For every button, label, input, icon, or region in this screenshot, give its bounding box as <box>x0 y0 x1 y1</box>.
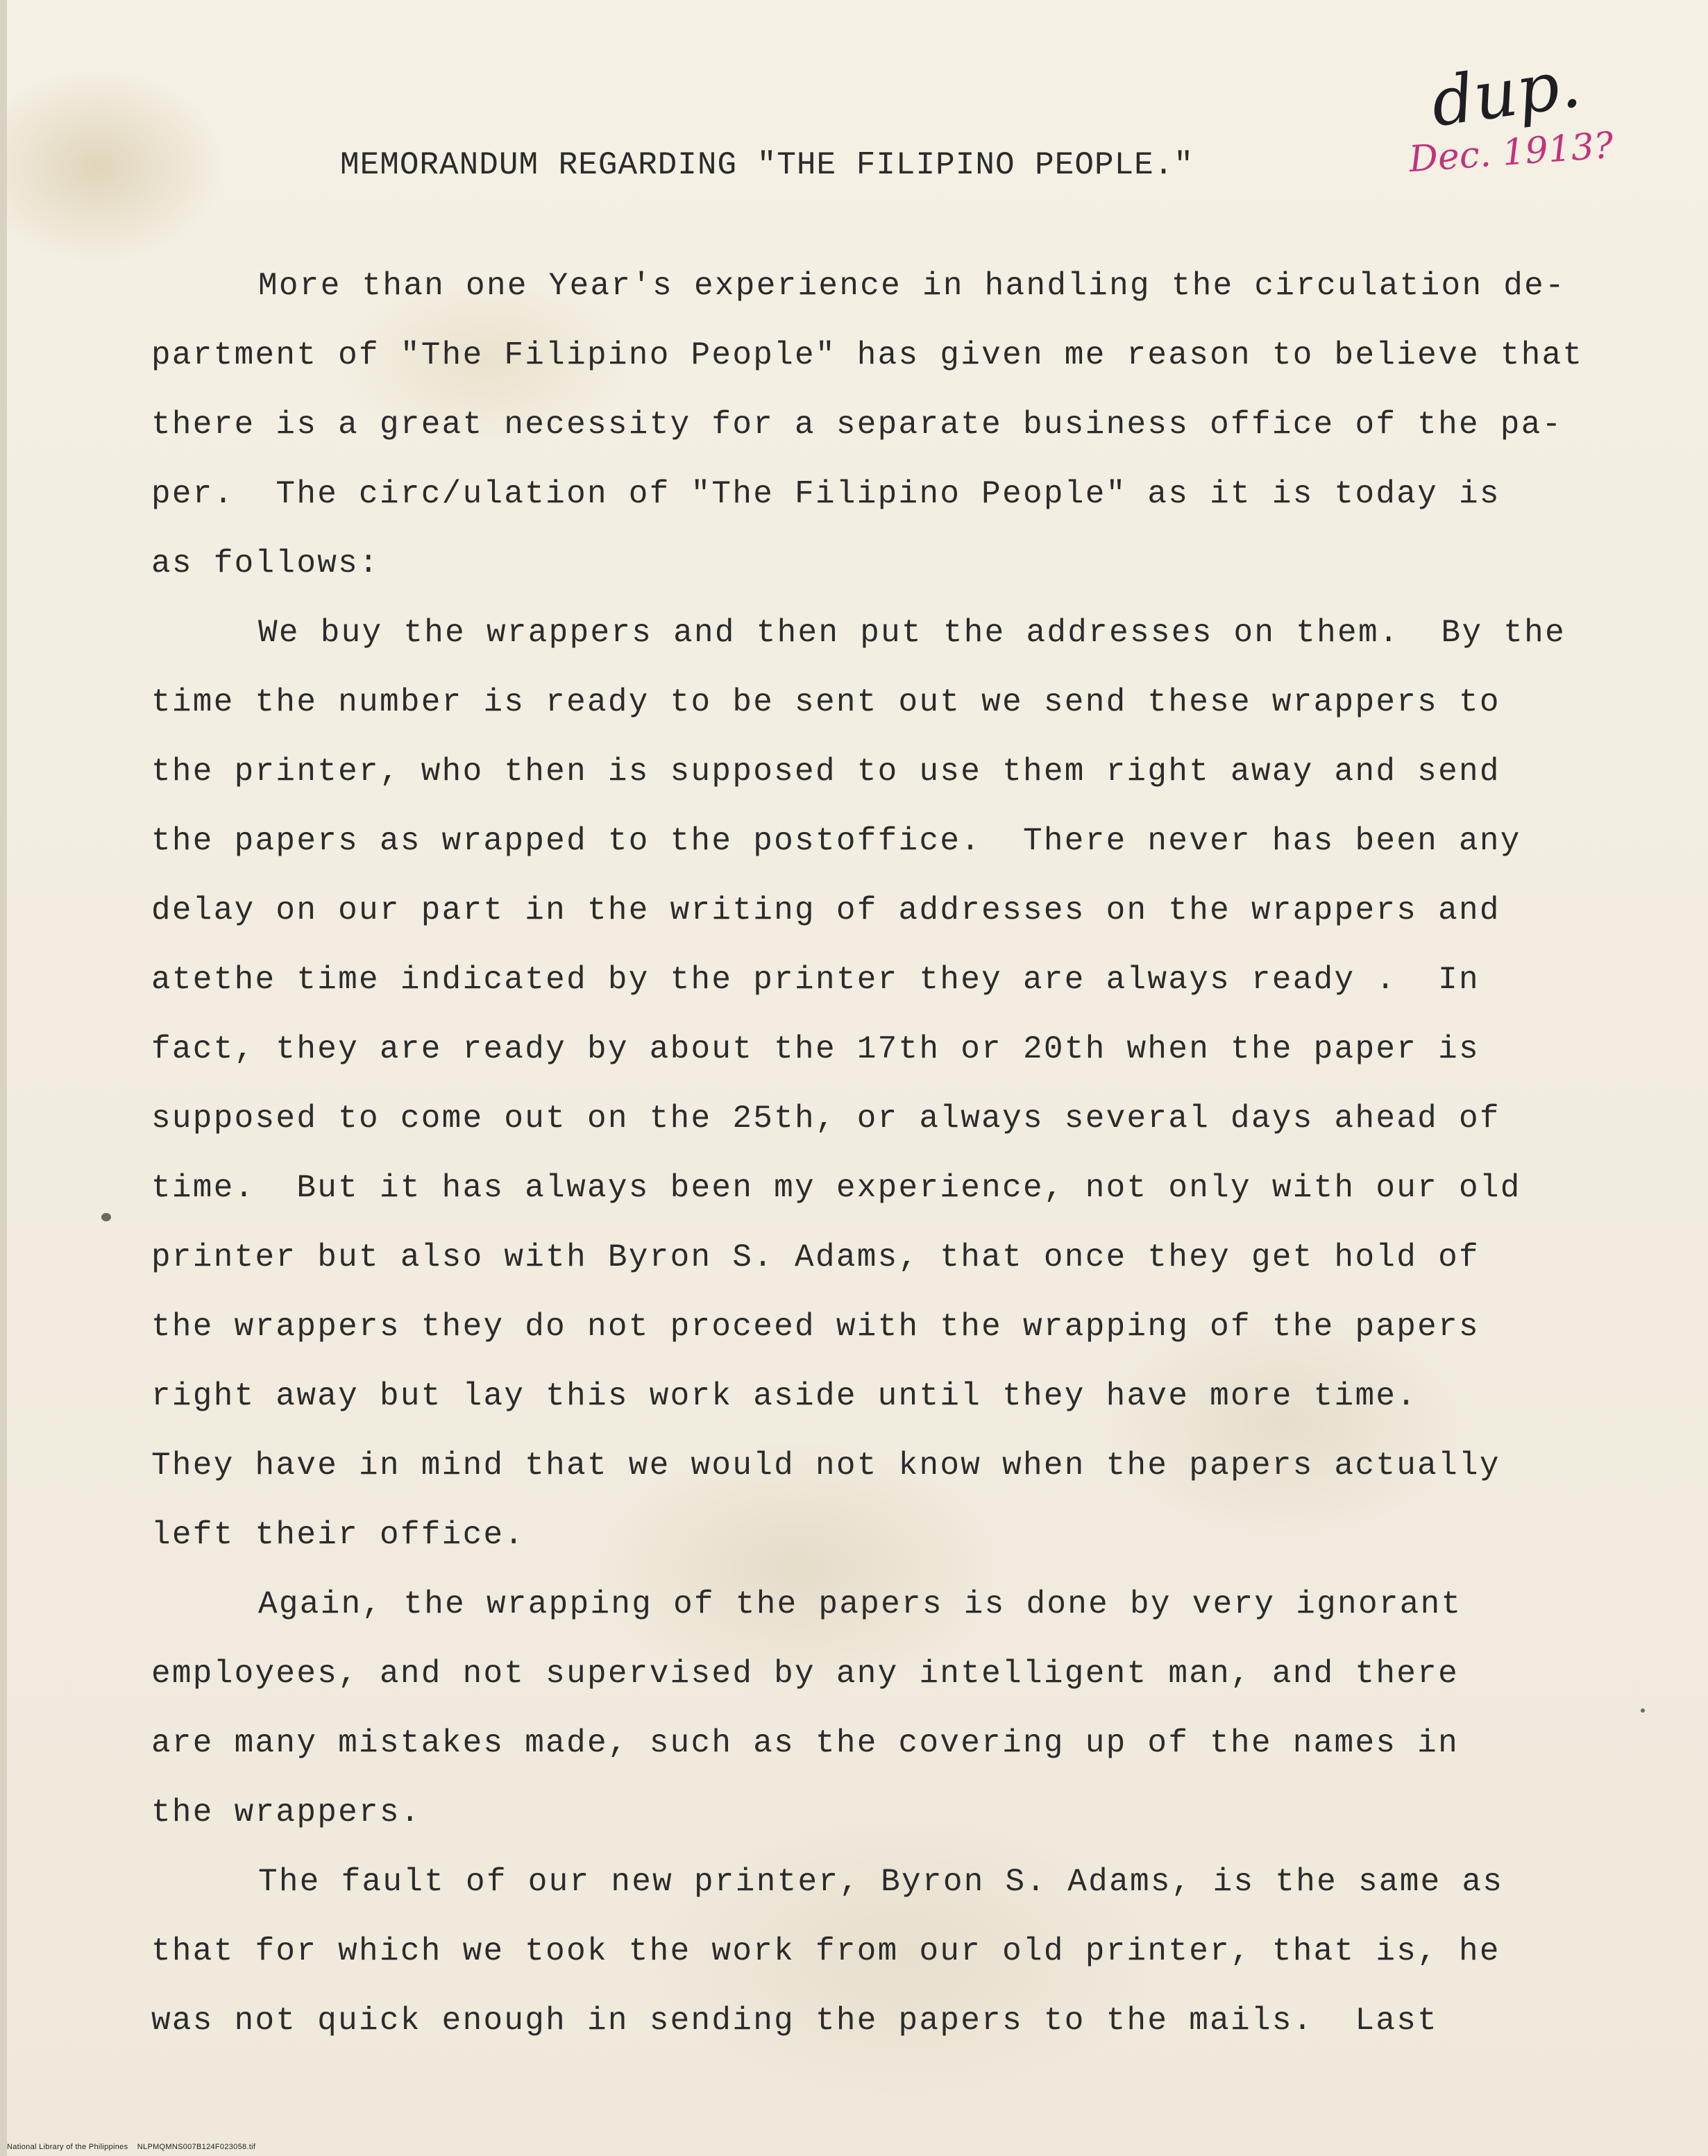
memo-line: that for which we took the work from our old printer, that is, he <box>151 1933 1500 1969</box>
memo-line: supposed to come out on the 25th, or always several days ahead of <box>151 1101 1500 1137</box>
memo-line: the wrappers they do not proceed with the wrapping of the papers <box>151 1309 1480 1345</box>
memo-line: was not quick enough in sending the papers to the mails. Last <box>151 2003 1439 2039</box>
ink-speck <box>101 1213 111 1221</box>
memo-line: the wrappers. <box>151 1794 421 1831</box>
memo-title: MEMORANDUM REGARDING "THE FILIPINO PEOPLE." <box>340 147 1194 183</box>
memo-line: as follows: <box>151 545 380 582</box>
memo-line: right away but lay this work aside until they have more time. <box>151 1378 1418 1414</box>
handwritten-annotation-date: Dec. 1913? <box>1407 124 1615 181</box>
memo-line: delay on our part in the writing of addresses on the wrappers and <box>151 892 1500 928</box>
memo-line: time the number is ready to be sent out we send these wrappers to <box>151 684 1500 720</box>
memo-line: are many mistakes made, such as the covering up of the names in <box>151 1725 1459 1761</box>
memo-body <box>151 251 1678 2055</box>
handwritten-annotation-dup: dup. <box>1426 44 1585 142</box>
memo-line: the papers as wrapped to the postoffice. There never has been any <box>151 823 1521 859</box>
memo-line: the printer, who then is supposed to use them right away and send <box>151 754 1500 790</box>
memo-line: printer but also with Byron S. Adams, that once they get hold of <box>151 1239 1480 1275</box>
archive-footer: National Library of the Philippines NLPMQMNS007B124F023058.tif <box>7 2143 256 2151</box>
scan-edge <box>0 0 7 2156</box>
memo-line: fact, they are ready by about the 17th or 20th when the paper is <box>151 1031 1480 1067</box>
memo-line: employees, and not supervised by any intelligent man, and there <box>151 1656 1459 1692</box>
memo-line: atethe time indicated by the printer they are always ready . In <box>151 962 1480 998</box>
memo-line: Again, the wrapping of the papers is done by very ignorant <box>258 1586 1462 1622</box>
memo-line: We buy the wrappers and then put the addresses on them. By the <box>258 615 1566 651</box>
memo-line: per. The circ/ulation of "The Filipino People" as it is today is <box>151 476 1500 512</box>
memo-line: The fault of our new printer, Byron S. Adams, is the same as <box>258 1864 1504 1900</box>
ink-speck <box>1641 1708 1645 1713</box>
memo-line: there is a great necessity for a separate business office of the pa- <box>151 407 1563 443</box>
memo-line: They have in mind that we would not know when the papers actually <box>151 1448 1500 1484</box>
memo-line: partment of "The Filipino People" has given me reason to believe that <box>151 337 1584 373</box>
memo-line: time. But it has always been my experience, not only with our old <box>151 1170 1521 1206</box>
memo-line: More than one Year's experience in handling the circulation de- <box>258 268 1566 304</box>
memo-line: left their office. <box>151 1517 525 1553</box>
